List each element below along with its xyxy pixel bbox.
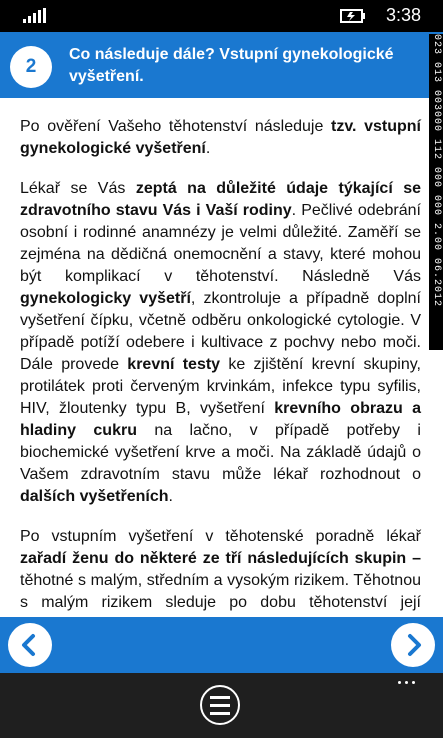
- bold-text: krevního obrazu a hladiny cukru: [20, 400, 421, 439]
- text-segment: .: [168, 488, 173, 505]
- bold-text: krevní testy: [127, 356, 221, 373]
- text-segment: .: [205, 140, 211, 157]
- app-bar: [0, 673, 443, 738]
- text-segment: na lačno, v případě potřeby i biochemické vyšetření krve a moči. Na základě údajů o Vašem zdravotním stavu může lékař rozhodnout o: [20, 422, 421, 483]
- bold-text: zeptá na důležité údaje týkající se zdravotního stavu Vás i Vaší rodiny: [20, 180, 422, 219]
- navigation-bar: [0, 617, 443, 673]
- text-segment: . Pečlivé odebrání osobní i rodinné anamnézy je velmi důležité. Zaměří se zejména na dědičná onemocnění a stavy, které mohou být komplikací v těhotenství. Následně Vás: [20, 202, 422, 285]
- debug-overlay-text: 023 013 003000 112 000 000 2.00 06.2012: [431, 34, 442, 308]
- status-time: 3:38: [386, 5, 422, 25]
- ellipsis-icon[interactable]: [398, 681, 415, 684]
- text-segment: těhotné s malým, středním a vysokým rizikem. Těhotnou s malým rizikem sleduje po dobu těhotenství její: [20, 572, 421, 611]
- text-segment: Po vstupním vyšetření v těhotenské poradně lékař: [20, 528, 421, 545]
- text-segment: ke zjištění krevní skupiny, protilátek proti červeným krvinkám, infekce typu syfilis, HIV, žloutenky typu B, vyšetření: [20, 356, 421, 417]
- bold-text: gynekologicky vyšetří: [20, 290, 191, 307]
- previous-button[interactable]: [8, 623, 52, 667]
- battery-charging-icon: [340, 9, 366, 23]
- hamburger-menu-icon[interactable]: [200, 685, 240, 725]
- page-title: Co následuje dále? Vstupní gynekologické vyšetření.: [69, 46, 394, 85]
- debug-overlay-strip: [429, 34, 443, 350]
- signal-bars-icon: [23, 8, 46, 23]
- bold-text: zařadí ženu do některé ze tří následujících skupin –: [20, 550, 421, 567]
- text-segment: Po ověření Vašeho těhotenství následuje: [20, 118, 331, 135]
- article-paragraph: [20, 116, 421, 160]
- step-number-badge: 2: [10, 46, 52, 88]
- text-segment: Lékař se Vás: [20, 180, 136, 197]
- article-paragraph: [20, 178, 421, 508]
- text-segment: , zkontroluje a případně doplní vyšetření čípku, včetně odběru onkologické cytologie. V případě potíží odebere i kultivace z pochvy nebo moči. Dále provede: [20, 290, 422, 373]
- chevron-right-icon: [391, 623, 435, 667]
- next-button[interactable]: [391, 623, 435, 667]
- page-header: [0, 32, 443, 98]
- article-content: [20, 116, 421, 614]
- bold-text: tzv. vstupní gynekologické vyšetření: [20, 118, 421, 157]
- chevron-left-icon: [8, 623, 52, 667]
- bold-text: dalších vyšetřeních: [20, 488, 169, 505]
- status-bar: [0, 0, 443, 32]
